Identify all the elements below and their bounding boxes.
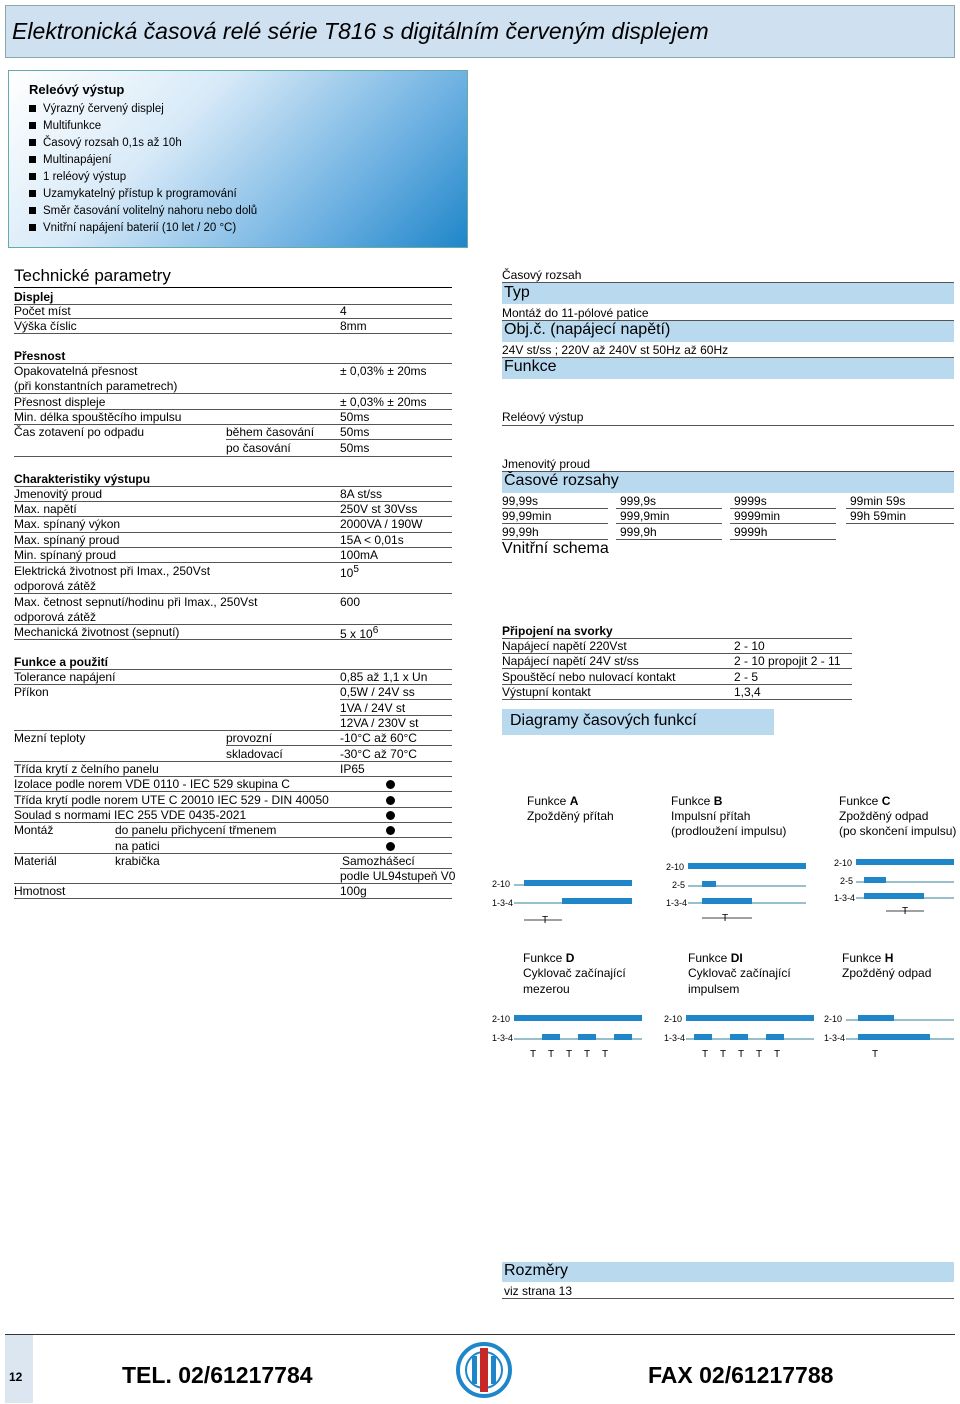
divider (14, 333, 452, 334)
signal-bar (694, 1034, 712, 1040)
funkce-di-label: Funkce DI (688, 951, 743, 965)
bullet-icon (386, 796, 395, 805)
signal-bar (730, 1034, 748, 1040)
t-label: T (774, 1049, 781, 1060)
objc-heading: Obj.č. (napájecí napětí) (504, 321, 671, 338)
divider (846, 523, 954, 524)
t-label: T (902, 906, 909, 917)
funkce-h-desc: Zpožděný odpad (842, 966, 932, 980)
divider (14, 791, 452, 792)
rozmery-heading: Rozměry (504, 1262, 569, 1279)
min-delka-value: 50ms (340, 410, 370, 424)
signal-bar (614, 1034, 632, 1040)
funkce-a-label: Funkce A (527, 794, 579, 808)
signal-bar (856, 859, 954, 865)
conn-label: Spouštěcí nebo nulovací kontakt (502, 670, 676, 684)
t-label: T (584, 1049, 591, 1060)
range-cell: 999,9h (620, 525, 657, 539)
diagramy-heading: Diagramy časových funkcí (510, 712, 697, 729)
funkce-di-desc-2: impulsem (688, 982, 740, 996)
pripojeni-heading: Připojení na svorky (502, 624, 613, 638)
izolace-label: Izolace podle norem VDE 0110 - IEC 529 skupina C (14, 777, 290, 791)
material-label: Materiál (14, 854, 57, 868)
fax-label: FAX 02/61217788 (648, 1362, 834, 1388)
funkce-b-desc-2: (prodloužení impulsu) (671, 824, 787, 838)
provozni-label: provozní (226, 731, 273, 745)
rozmery-bar (502, 1262, 954, 1282)
behem-value: 50ms (340, 425, 370, 439)
diagram-di (664, 1012, 814, 1070)
cas-rozsahy-heading: Časové rozsahy (504, 472, 619, 489)
divider (502, 699, 852, 700)
range-cell: 99,99min (502, 509, 552, 523)
page-number: 12 (9, 1370, 23, 1384)
max-proud-value: 15A < 0,01s (340, 533, 404, 547)
casovy-rozsah-label: Časový rozsah (502, 268, 582, 282)
jm-proud-value: 8A st/ss (340, 487, 383, 501)
range-cell: 9999s (734, 494, 767, 508)
label-134: 1-3-4 (824, 1033, 846, 1043)
vyska-label: Výška číslic (14, 319, 77, 333)
funkce-heading: Funkce a použití (14, 655, 109, 669)
label-210: 2-10 (664, 1014, 683, 1024)
bullet-icon (386, 780, 395, 789)
rele-vystup-label: Reléový výstup (502, 410, 584, 424)
bullet-icon (386, 826, 395, 835)
funkce-di-desc: Cyklovač začínající (688, 966, 791, 980)
divider (14, 304, 452, 305)
range-cell: 99,99s (502, 494, 539, 508)
signal-bar (702, 898, 752, 904)
opak-label-2: (při konstantních parametrech) (14, 379, 178, 393)
divider (14, 287, 452, 288)
funkce-c-desc-2: (po skončení impulsu) (839, 824, 957, 838)
t-label: T (542, 915, 549, 926)
tolerance-label: Tolerance napájení (14, 670, 116, 684)
min-proud-label: Min. spínaný proud (14, 548, 117, 562)
max-proud-label: Max. spínaný proud (14, 533, 120, 547)
prikon-value-1: 0,5W / 24V ss (340, 685, 415, 699)
opak-label: Opakovatelná přesnost (14, 364, 138, 378)
pocet-mist-label: Počet míst (14, 304, 71, 318)
funkce-bar (502, 358, 954, 379)
tolerance-value: 0,85 až 1,1 x Un (340, 670, 428, 684)
list-item: Časový rozsah 0,1s až 10h (29, 135, 257, 152)
divider (502, 523, 608, 524)
range-cell: 999,9s (620, 494, 657, 508)
trida-panel-label: Třída krytí z čelního panelu (14, 762, 159, 776)
t-label: T (756, 1049, 763, 1060)
t-label: T (702, 1049, 709, 1060)
max-cetnost-value: 600 (340, 595, 361, 609)
divider (730, 539, 836, 540)
label-134: 1-3-4 (666, 898, 688, 908)
signal-bar (766, 1034, 784, 1040)
page-tab (5, 1335, 33, 1403)
montaz11-label: Montáž do 11-pólové patice (502, 306, 649, 320)
signal-bar (858, 1034, 930, 1040)
signal-bar (562, 898, 632, 904)
provozni-value: -10°C až 60°C (340, 731, 417, 745)
range-cell: 9999min (734, 509, 781, 523)
divider (14, 898, 452, 899)
soulad-label: Soulad s normami IEC 255 VDE 0435-2021 (14, 808, 247, 822)
material-value-2: podle UL94stupeň V0 (340, 869, 456, 883)
signal-bar (864, 893, 924, 899)
funkce-b-label: Funkce B (671, 794, 723, 808)
list-item: Vnitřní napájení baterií (10 let / 20 °C) (29, 220, 257, 237)
material-a-label: krabička (115, 854, 160, 868)
t-label: T (872, 1049, 879, 1060)
prikon-value-3: 12VA / 230V st (340, 716, 419, 730)
max-nap-value: 250V st 30Vss (340, 502, 418, 516)
label-25: 2-5 (672, 880, 686, 890)
skladovaci-label: skladovací (226, 747, 283, 761)
t-label: T (720, 1049, 727, 1060)
tech-heading: Technické parametry (14, 266, 171, 285)
signal-bar (688, 863, 806, 869)
signal-bar (858, 1015, 894, 1021)
diagram-a (492, 860, 632, 933)
max-cetnost-label: Max. četnost sepnutí/hodinu při Imax., 250Vst (14, 595, 258, 609)
diagram-c (834, 856, 954, 929)
features-box (8, 70, 468, 248)
t-label: T (738, 1049, 745, 1060)
prikon-label: Příkon (14, 685, 49, 699)
funkce-b-desc: Impulsní přítah (671, 809, 751, 823)
range-cell: 99,99h (502, 525, 539, 539)
typ-heading: Typ (504, 284, 530, 301)
conn-label: Výstupní kontakt (502, 685, 591, 699)
el-ziv-value: $10^5$ (340, 564, 359, 580)
divider (340, 699, 452, 700)
diagram-d (492, 1012, 642, 1070)
odporova-label: odporová zátěž (14, 610, 97, 624)
label-210: 2-10 (834, 858, 853, 868)
t-label: T (722, 913, 729, 924)
divider (14, 318, 452, 319)
divider (226, 439, 452, 440)
napeti-label: 24V st/ss ; 220V až 240V st 50Hz až 60Hz (502, 343, 729, 357)
list-item: Multinapájení (29, 152, 257, 169)
t-label: T (566, 1049, 573, 1060)
odporova-label: odporová zátěž (14, 579, 97, 593)
footer-rule (5, 1334, 955, 1335)
divider (14, 562, 452, 563)
features-heading: Releóvý výstup (29, 82, 125, 97)
mech-label: Mechanická životnost (sepnutí) (14, 625, 180, 639)
typ-bar (502, 283, 954, 304)
funkce-d-desc-2: mezerou (523, 982, 570, 996)
viz-label: viz strana 13 (504, 1284, 573, 1298)
signal-bar (514, 1015, 642, 1021)
mezni-label: Mezní teploty (14, 731, 86, 745)
trida-panel-value: IP65 (340, 762, 365, 776)
funkce-d-desc: Cyklovač začínající (523, 966, 626, 980)
conn-value: 2 - 5 (734, 670, 759, 684)
list-item: Směr časování volitelný nahoru nebo dolů (29, 203, 257, 220)
title-bar (5, 5, 955, 58)
diagram-b (666, 860, 806, 933)
montaz-label: Montáž (14, 823, 54, 837)
divider (14, 593, 452, 594)
vnitrni-heading: Vnitřní schema (502, 540, 609, 557)
divider (502, 425, 954, 426)
conn-value: 2 - 10 propojit 2 - 11 (734, 654, 841, 668)
divider (730, 523, 836, 524)
presnost-heading: Přesnost (14, 349, 66, 363)
tel-label: TEL. 02/61217784 (122, 1362, 313, 1388)
min-proud-value: 100mA (340, 548, 379, 562)
max-vykon-value: 2000VA / 190W (340, 517, 423, 531)
skladovaci-value: -30°C až 70°C (340, 747, 417, 761)
funkce-d-label: Funkce D (523, 951, 575, 965)
divider (616, 523, 722, 524)
mech-value: 5 x $10^6$ (340, 625, 379, 641)
label-210: 2-10 (666, 862, 685, 872)
label-134: 1-3-4 (664, 1033, 686, 1043)
signal-bar (578, 1034, 596, 1040)
char-heading: Charakteristiky výstupu (14, 472, 151, 486)
funkce-heading: Funkce (504, 358, 557, 375)
label-134: 1-3-4 (492, 898, 514, 908)
t-label: T (530, 1049, 537, 1060)
label-134: 1-3-4 (492, 1033, 514, 1043)
t-label: T (602, 1049, 609, 1060)
jm-proud-label: Jmenovitý proud (502, 457, 591, 471)
list-item: Uzamykatelný přístup k programování (29, 186, 257, 203)
list-item: 1 reléový výstup (29, 169, 257, 186)
divider (14, 393, 452, 394)
prikon-value-2: 1VA / 24V st (340, 701, 406, 715)
t-label: T (548, 1049, 555, 1060)
divider (14, 639, 452, 640)
el-ziv-label: Elektrická životnost při Imax., 250Vst (14, 564, 211, 578)
label-210: 2-10 (492, 1014, 511, 1024)
range-cell: 9999h (734, 525, 768, 539)
vyska-value: 8mm (340, 319, 367, 333)
diagram-h (824, 1012, 954, 1070)
signal-bar (524, 880, 632, 886)
opak-value: ± 0,03% ± 20ms (340, 364, 427, 378)
label-134: 1-3-4 (834, 893, 856, 903)
montaz-b-label: na patici (115, 839, 160, 853)
funkce-c-label: Funkce C (839, 794, 891, 808)
signal-bar (686, 1015, 814, 1021)
conn-label: Napájecí napětí 24V st/ss (502, 654, 639, 668)
divider (226, 745, 452, 746)
funkce-a-desc: Zpožděný přítah (527, 809, 614, 823)
label-210: 2-10 (824, 1014, 843, 1024)
po-label: po časování (226, 441, 291, 455)
pocet-mist-value: 4 (340, 304, 347, 318)
bullet-icon (386, 811, 395, 820)
conn-value: 1,3,4 (734, 685, 761, 699)
label-210: 2-10 (492, 879, 511, 889)
montaz-a-label: do panelu přichycení třmenem (115, 823, 277, 837)
signal-bar (542, 1034, 560, 1040)
bullet-icon (386, 842, 395, 851)
cas-zot-label: Čas zotavení po odpadu (14, 425, 145, 439)
presnost-disp-value: ± 0,03% ± 20ms (340, 395, 427, 409)
max-nap-label: Max. napětí (14, 502, 77, 516)
signal-bar (702, 881, 716, 887)
presnost-disp-label: Přesnost displeje (14, 395, 106, 409)
hmotnost-label: Hmotnost (14, 884, 66, 898)
funkce-h-label: Funkce H (842, 951, 894, 965)
divider (115, 837, 452, 838)
po-value: 50ms (340, 441, 370, 455)
max-vykon-label: Max. spínaný výkon (14, 517, 121, 531)
funkce-c-desc: Zpožděný odpad (839, 809, 929, 823)
divider (502, 668, 852, 669)
divider (502, 1298, 954, 1299)
trida-ute-label: Třída krytí podle norem UTE C 20010 IEC 529 - DIN 40050 (14, 793, 329, 807)
divider (14, 456, 452, 457)
signal-bar (864, 877, 886, 883)
range-cell: 999,9min (620, 509, 670, 523)
range-cell: 99h 59min (850, 509, 907, 523)
conn-label: Napájecí napětí 220Vst (502, 639, 627, 653)
conn-value: 2 - 10 (734, 639, 765, 653)
label-25: 2-5 (840, 876, 854, 886)
range-cell: 99min 59s (850, 494, 906, 508)
hmotnost-value: 100g (340, 884, 367, 898)
divider (14, 883, 452, 884)
divider (616, 539, 722, 540)
behem-label: během časování (226, 425, 315, 439)
list-item: Multifunkce (29, 118, 257, 135)
jm-proud-label: Jmenovitý proud (14, 487, 103, 501)
min-delka-label: Min. délka spouštěcího impulsu (14, 410, 182, 424)
list-item: Výrazný červený displej (29, 101, 257, 118)
material-value-1: Samozhášecí (342, 854, 415, 868)
page-title: Elektronická časová relé série T816 s digitálním červeným displejem (12, 18, 709, 44)
displej-heading: Displej (14, 290, 54, 304)
logo-icon (454, 1340, 514, 1403)
features-list (29, 101, 257, 237)
